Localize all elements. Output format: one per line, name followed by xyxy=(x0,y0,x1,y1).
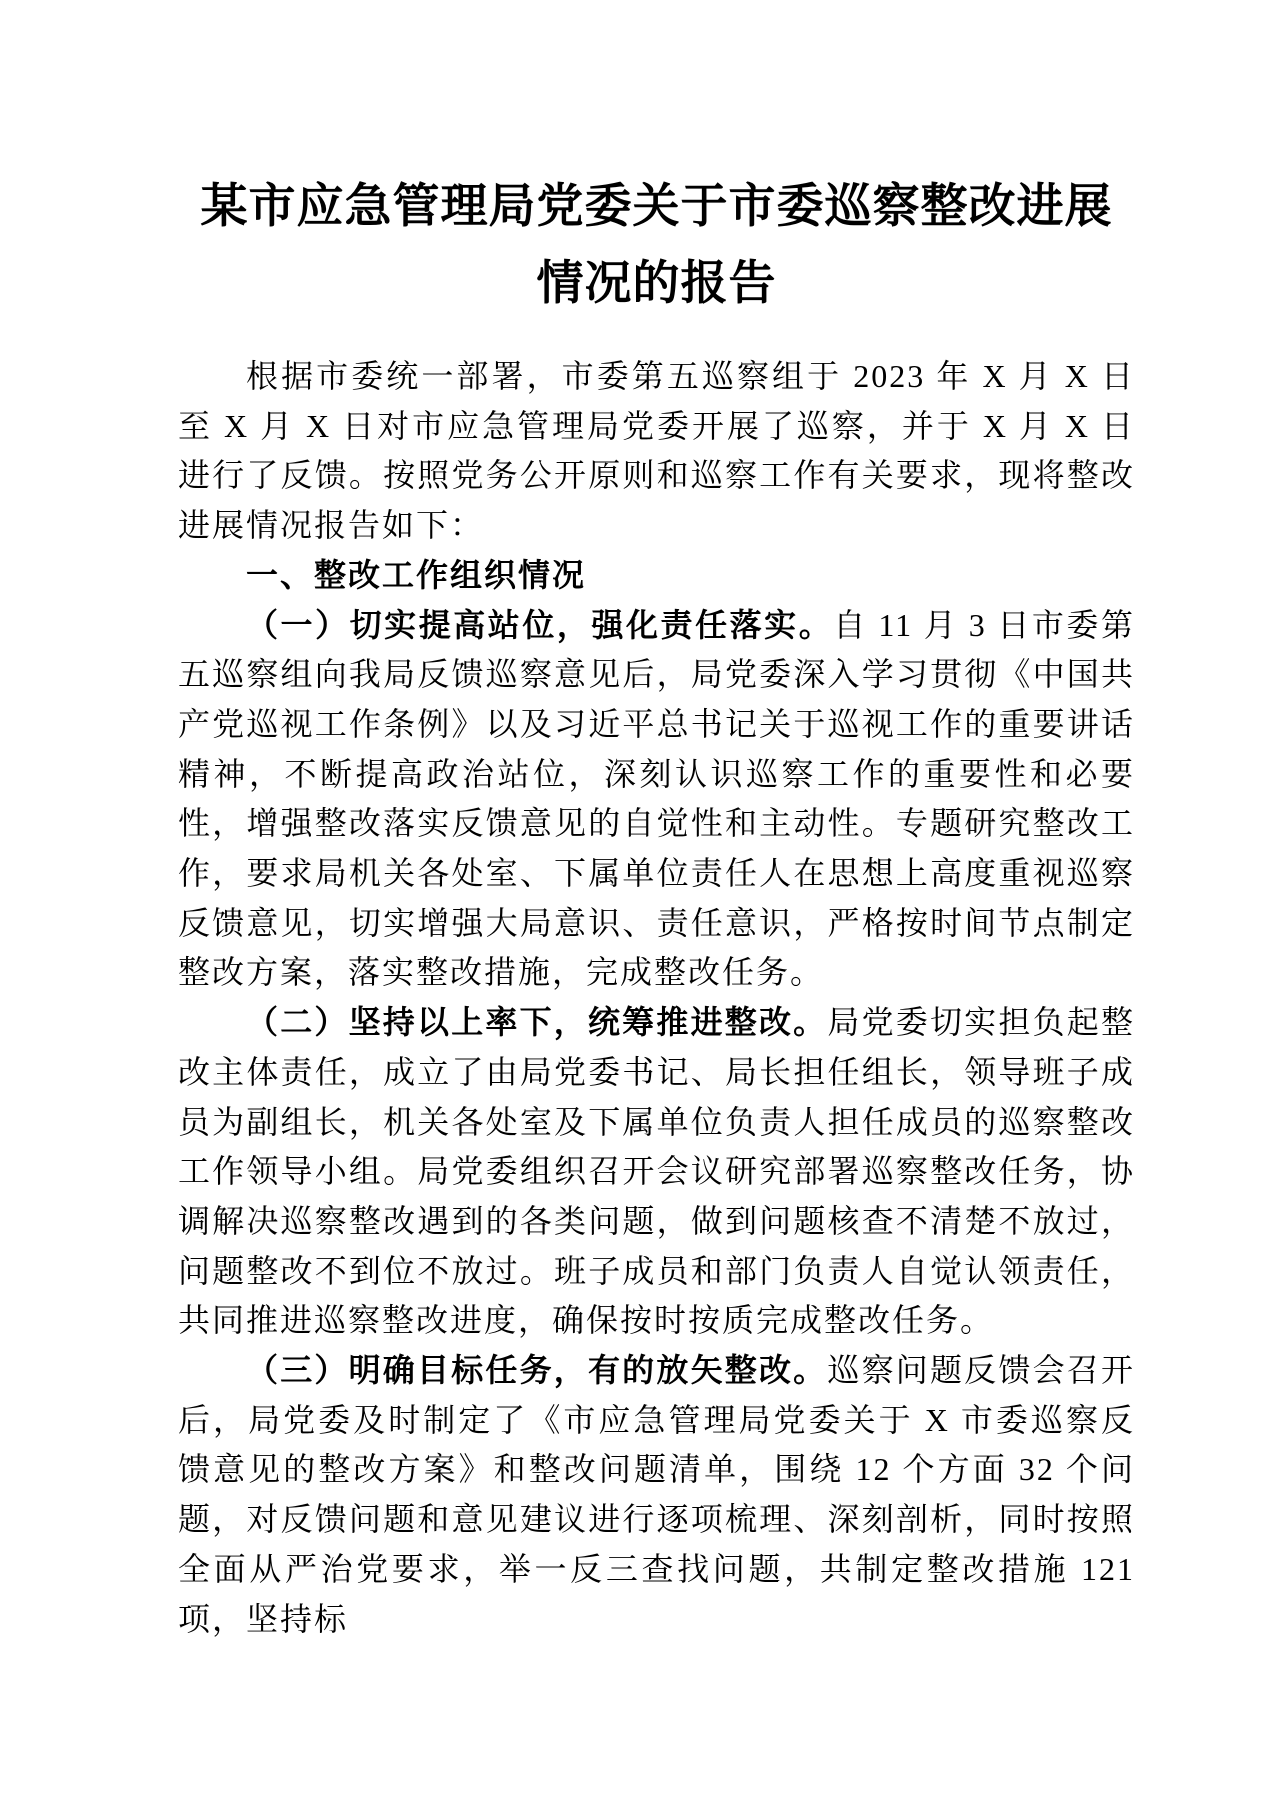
intro-paragraph: 根据市委统一部署，市委第五巡察组于 2023 年 X 月 X 日至 X 月 X 日对市应急管理局党委开展了巡察，并于 X 月 X 日进行了反馈。按照党务公开原则和巡察工作有关要求，现将整改进展情况报告如下： xyxy=(178,358,1135,544)
section-1-paragraph-1 xyxy=(178,601,1135,999)
section-1-paragraph-3 xyxy=(178,1346,1135,1644)
paragraph-1-text: 自 11 月 3 日市委第五巡察组向我局反馈巡察意见后，局党委深入学习贯彻《中国共产党巡视工作条例》以及习近平总书记关于巡视工作的重要讲话精神，不断提高政治站位，深刻认识巡察工作的重要性和必要性，增强整改落实反馈意见的自觉性和主动性。专题研究整改工作，要求局机关各处室、下属单位责任人在思想上高度重视巡察反馈意见，切实增强大局意识、责任意识，严格按时间节点制定整改方案，落实整改措施，完成整改任务。 xyxy=(178,606,1135,991)
paragraph-2-text: 局党委切实担负起整改主体责任，成立了由局党委书记、局长担任组长，领导班子成员为副组长，机关各处室及下属单位负责人担任成员的巡察整改工作领导小组。局党委组织召开会议研究部署巡察整改任务，协调解决巡察整改遇到的各类问题，做到问题核查不清楚不放过，问题整改不到位不放过。班子成员和部门负责人自觉认领责任，共同推进巡察整改进度，确保按时按质完成整改任务。 xyxy=(178,1004,1135,1339)
section-1-paragraph-2 xyxy=(178,998,1135,1346)
paragraph-3-text: 巡察问题反馈会召开后，局党委及时制定了《市应急管理局党委关于 X 市委巡察反馈意见的整改方案》和整改问题清单，围绕 12 个方面 32 个问题，对反馈问题和意见建议进行逐项梳理、深刻剖析，同时按照全面从严治党要求，举一反三查找问题，共制定整改措施 121 项，坚持标 xyxy=(178,1352,1135,1637)
document-title: 某市应急管理局党委关于市委巡察整改进展情况的报告 xyxy=(200,181,1113,310)
paragraph-2-lead: （二）坚持以上率下，统筹推进整改。 xyxy=(246,1004,828,1041)
paragraph-3-lead: （三）明确目标任务，有的放矢整改。 xyxy=(246,1352,828,1389)
document-body xyxy=(178,352,1135,1644)
section-1-heading: 一、整改工作组织情况 xyxy=(246,556,587,593)
paragraph-1-lead: （一）切实提高站位，强化责任落实。 xyxy=(246,606,834,643)
